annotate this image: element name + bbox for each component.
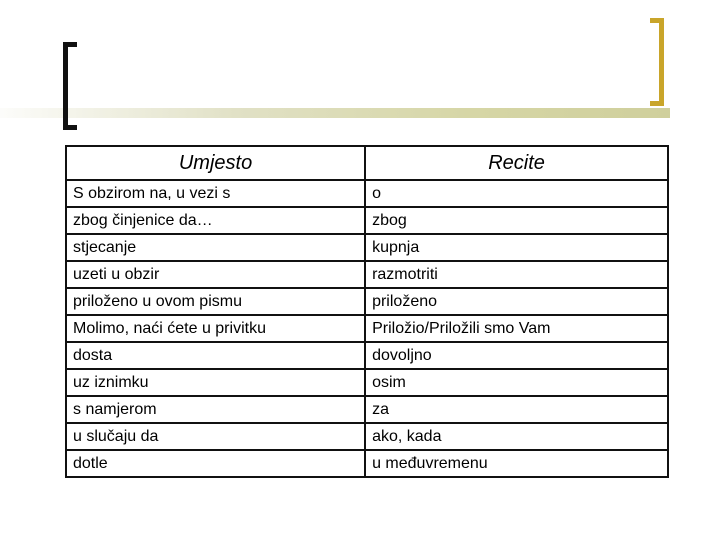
phrase-say-cell: zbog: [365, 207, 668, 234]
table-row: [66, 315, 668, 342]
phrase-say-cell: priloženo: [365, 288, 668, 315]
table-row: [66, 369, 668, 396]
table-row: [66, 423, 668, 450]
phrase-instead-cell: zbog činjenice da…: [66, 207, 365, 234]
header-say: Recite: [365, 146, 668, 180]
table-row: [66, 396, 668, 423]
phrase-instead-cell: dotle: [66, 450, 365, 477]
phrase-say-cell: razmotriti: [365, 261, 668, 288]
table-header-row: [66, 146, 668, 180]
phrase-instead-cell: uz iznimku: [66, 369, 365, 396]
phrase-instead-cell: s namjerom: [66, 396, 365, 423]
table-row: [66, 342, 668, 369]
phrase-say-cell: za: [365, 396, 668, 423]
phrase-say-cell: u međuvremenu: [365, 450, 668, 477]
phrase-instead-cell: u slučaju da: [66, 423, 365, 450]
table-row: [66, 450, 668, 477]
table-row: [66, 288, 668, 315]
left-bracket-decoration: [63, 42, 77, 130]
phrase-instead-cell: S obzirom na, u vezi s: [66, 180, 365, 207]
table-row: [66, 261, 668, 288]
table-row: [66, 234, 668, 261]
phrase-instead-cell: priloženo u ovom pismu: [66, 288, 365, 315]
phrase-instead-cell: Molimo, naći ćete u privitku: [66, 315, 365, 342]
header-instead: Umjesto: [66, 146, 365, 180]
phrase-say-cell: osim: [365, 369, 668, 396]
phrase-say-cell: o: [365, 180, 668, 207]
phrase-say-cell: kupnja: [365, 234, 668, 261]
phrase-say-cell: ako, kada: [365, 423, 668, 450]
phrase-table: [65, 145, 669, 478]
phrase-instead-cell: stjecanje: [66, 234, 365, 261]
phrase-instead-cell: dosta: [66, 342, 365, 369]
decorative-stripe: [0, 108, 670, 118]
table-row: [66, 207, 668, 234]
phrase-say-cell: dovoljno: [365, 342, 668, 369]
phrase-instead-cell: uzeti u obzir: [66, 261, 365, 288]
table-row: [66, 180, 668, 207]
right-bracket-decoration: [650, 18, 664, 106]
phrase-say-cell: Priložio/Priložili smo Vam: [365, 315, 668, 342]
